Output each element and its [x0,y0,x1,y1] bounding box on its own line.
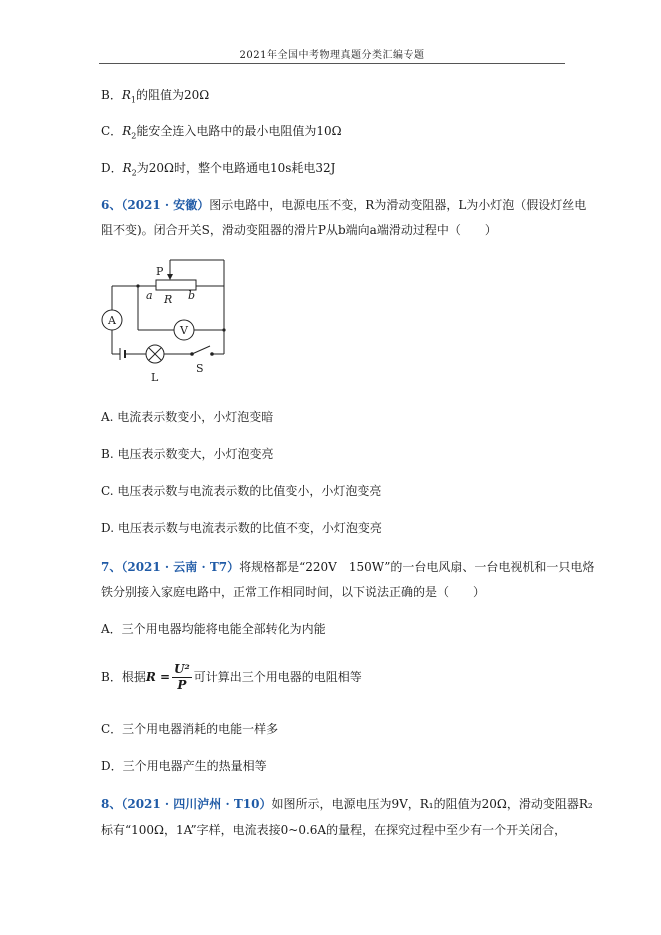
option-6c: C. 电压表示数与电流表示数的比值变小，小灯泡变亮 [101,484,382,498]
question-6-line-1: 6、（2021 · 安徽）图示电路中，电源电压不变，R为滑动变阻器，L为小灯泡（假设灯丝电 [101,198,587,212]
header-divider [99,63,565,64]
option-7c: C．三个用电器消耗的电能一样多 [101,722,279,736]
question-8-line-2: 标有“100Ω，1A”字样，电流表接0~0.6A的量程，在探究过程中至少有一个开关闭合， [101,823,567,837]
option-5d: D．$R_2$为20Ω时，整个电路通电10s耗电32J [101,161,336,178]
option-7b: B．根据R = $\frac{\text{U²}}{P}$ 可计算出三个用电器的电阻相等 [101,662,362,692]
page-header: 2021年全国中考物理真题分类汇编专题 [239,50,425,61]
question-8-line-1: 8、（2021 · 四川泸州 · T10）如图所示，电源电压为9V，R₁的阻值为20Ω，滑动变阻器R₂ [101,797,593,811]
end-a-label: a [146,289,153,302]
option-6d: D. 电压表示数与电流表示数的比值不变，小灯泡变亮 [101,521,382,535]
option-5c: C．$R_2$能安全连入电路中的最小电阻值为10Ω [101,124,342,141]
option-5b: B．$R_1$的阻值为20Ω [101,88,210,105]
end-b-label: b [188,289,196,302]
switch-label: S [196,362,204,375]
question-6-line-2: 阻不变)。闭合开关S，滑动变阻器的滑片P从b端向a端滑动过程中（ ） [101,223,497,237]
voltmeter-label: V [180,324,188,337]
slider-label: P [156,265,164,278]
option-7d: D．三个用电器产生的热量相等 [101,759,267,773]
option-7a: A．三个用电器均能将电能全部转化为内能 [101,622,326,636]
option-6b: B. 电压表示数变大，小灯泡变亮 [101,447,274,461]
ammeter-label: A [108,314,116,327]
formula-fraction: $\frac{\text{U²}}{P}$ [174,662,190,692]
resistor-label: R [164,293,173,306]
question-7-line-1: 7、（2021 · 云南 · T7）将规格都是“220V 150W”的一台电风扇、一台电视机和一只电烙 [101,560,595,574]
lamp-label: L [151,371,159,384]
circuit-diagram [96,258,236,388]
question-7-line-2: 铁分别接入家庭电路中，正常工作相同时间，以下说法正确的是（ ） [101,585,486,599]
option-6a: A. 电流表示数变小，小灯泡变暗 [101,410,274,424]
slider-arrow [167,274,173,280]
